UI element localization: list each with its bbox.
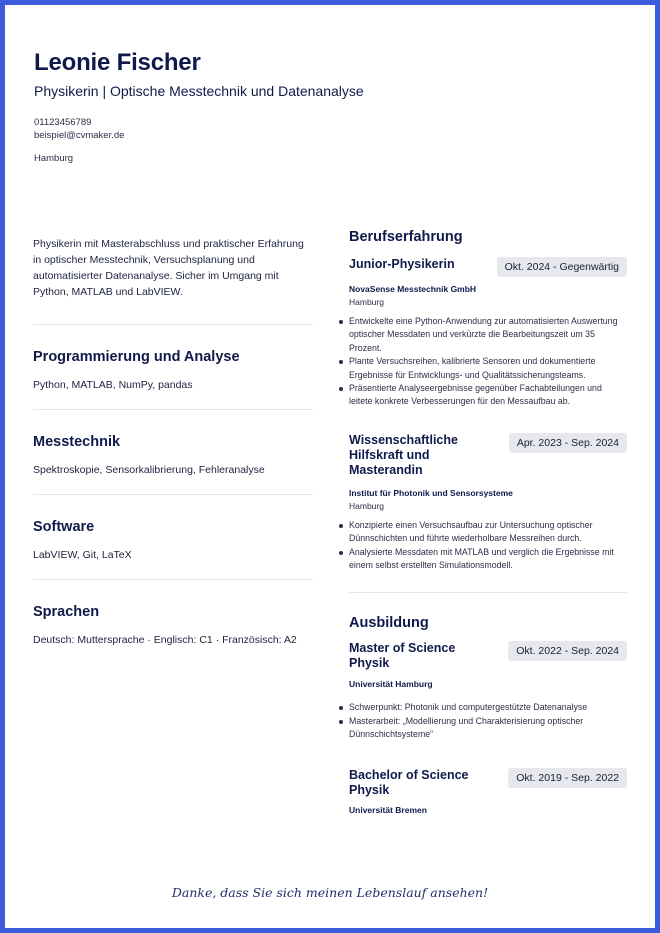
institution: Universität Bremen [349, 804, 427, 815]
date-badge: Okt. 2019 - Sep. 2022 [508, 768, 627, 788]
footer-thanks: Danke, dass Sie sich meinen Lebenslauf ansehen! [171, 885, 489, 900]
contact-block [34, 116, 364, 165]
employer: NovaSense Messtechnik GmbH [349, 284, 477, 294]
bullet-item: Plante Versuchsreihen, kalibrierte Sensoren und dokumentierte Ergebnisse für Entwicklungs- und Qualitätssicherungsteams. [349, 355, 627, 382]
bullet-list [349, 701, 627, 741]
education-section-title: Ausbildung [349, 615, 429, 632]
divider [33, 579, 313, 580]
skill-section-title: Messtechnik [33, 434, 121, 450]
divider [33, 494, 313, 495]
divider [33, 324, 313, 325]
email-address: beispiel@cvmaker.de [34, 130, 125, 141]
phone-number: 01123456789 [34, 117, 92, 128]
job-title: Wissenschaftliche Hilfskraft und Masterandin [349, 432, 458, 477]
experience-entry [349, 257, 627, 409]
header [34, 49, 364, 165]
skill-section-text: Deutsch: Muttersprache · Englisch: C1 · Französisch: A2 [33, 634, 297, 646]
city: Hamburg [34, 153, 74, 164]
degree-title: Bachelor of Science Physik [349, 767, 469, 797]
bullet-item: Präsentierte Analyseergebnisse gegenüber Fachabteilungen und leitete konkrete Verbesserungen für den Messaufbau ab. [349, 382, 627, 409]
person-role: Physikerin | Optische Messtechnik und Datenanalyse [34, 83, 364, 99]
job-location: Hamburg [349, 500, 384, 511]
education-entry [349, 641, 627, 741]
employer: Institut für Photonik und Sensorsysteme [349, 487, 513, 498]
job-location: Hamburg [349, 297, 384, 307]
profile-summary: Physikerin mit Masterabschluss und praktischer Erfahrung in optischer Messtechnik, Versuchsplanung und automatisierter Datenanalyse. Sicher im Umgang mit Python, MATLAB und LabVIEW. [33, 238, 304, 298]
experience-entry [349, 433, 627, 573]
date-badge: Apr. 2023 - Sep. 2024 [509, 433, 627, 453]
bullet-item: Konzipierte einen Versuchsaufbau zur Untersuchung optischer Dünnschichten und führte wiederholbare Messreihen durch. [349, 519, 627, 546]
skill-section-title: Software [33, 519, 95, 535]
bullet-list [349, 519, 627, 573]
skill-section-programming [33, 349, 313, 404]
experience-section-title: Berufserfahrung [349, 229, 463, 245]
institution: Universität Hamburg [349, 679, 433, 690]
divider [33, 409, 313, 410]
left-column [33, 236, 313, 646]
bullet-item: Entwickelte eine Python-Anwendung zur automatisierten Auswertung optischer Messdaten und verkürzte die Bearbeitungszeit um 35 Prozent. [349, 315, 627, 355]
skill-section-languages [33, 604, 313, 646]
education-entry [349, 768, 627, 815]
person-name: Leonie Fischer [34, 49, 201, 76]
divider [349, 592, 627, 593]
bullet-list [349, 315, 627, 409]
right-column [349, 229, 627, 815]
skill-section-measurement [33, 434, 313, 489]
date-badge: Okt. 2024 - Gegenwärtig [497, 257, 627, 277]
skill-section-text: Spektroskopie, Sensorkalibrierung, Fehleranalyse [33, 464, 265, 476]
skill-section-text: Python, MATLAB, NumPy, pandas [33, 379, 193, 391]
skill-section-software [33, 519, 313, 574]
date-badge: Okt. 2022 - Sep. 2024 [508, 641, 627, 661]
skill-section-text: LabVIEW, Git, LaTeX [33, 549, 132, 561]
skill-section-title: Sprachen [33, 604, 100, 620]
bullet-item: Analysierte Messdaten mit MATLAB und verglich die Ergebnisse mit einem selbst erstellten Simulationsmodell. [349, 546, 627, 573]
bullet-item: Masterarbeit: „Modellierung und Charakterisierung optischer Dünnschichtsysteme“ [349, 715, 627, 742]
degree-title: Master of Science Physik [349, 641, 456, 671]
bullet-item: Schwerpunkt: Photonik und computergestützte Datenanalyse [349, 701, 627, 714]
skill-section-title: Programmierung und Analyse [33, 349, 240, 365]
job-title: Junior-Physikerin [349, 257, 455, 271]
